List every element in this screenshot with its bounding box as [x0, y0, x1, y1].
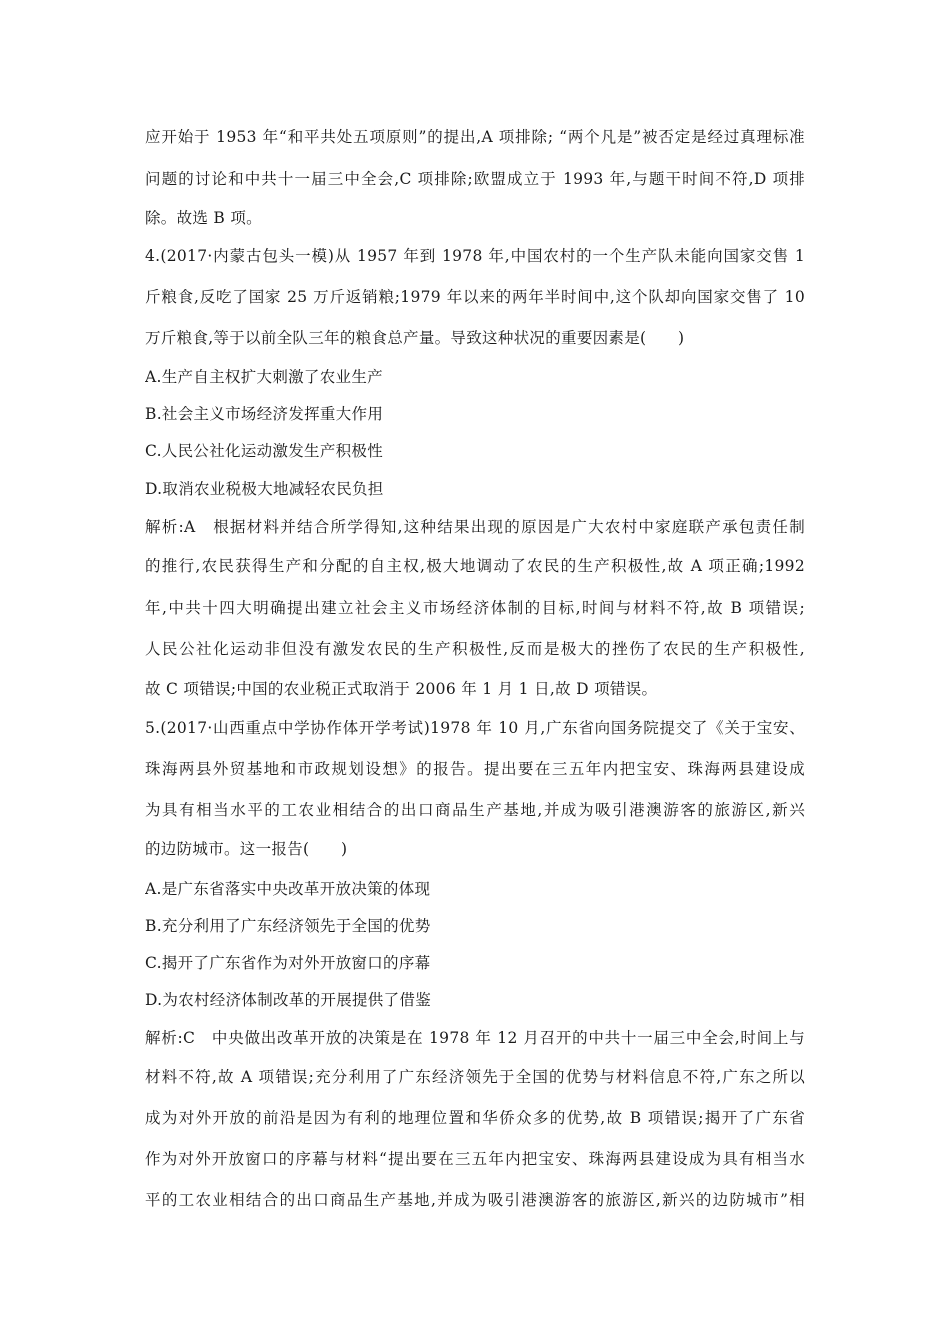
text-line: 问题的讨论和中共十一届三中全会,C 项排除;欧盟成立于 1993 年,与题干时间不符,D 项排	[145, 170, 805, 188]
analysis-4-line: 解析:A 根据材料并结合所学得知,这种结果出现的原因是广大农村中家庭联产承包责任制	[145, 518, 805, 536]
question-4-line: 4.(2017·内蒙古包头一模)从 1957 年到 1978 年,中国农村的一个生产队未能向国家交售 1	[145, 247, 805, 265]
analysis-4-line: 人民公社化运动非但没有激发农民的生产积极性,反而是极大的挫伤了农民的生产积极性,	[145, 640, 805, 658]
question-4-option-d: D.取消农业税极大地减轻农民负担	[145, 480, 384, 498]
question-5-option-b: B.充分利用了广东经济领先于全国的优势	[145, 917, 431, 935]
analysis-5-line: 作为对外开放窗口的序幕与材料“提出要在三五年内把宝安、珠海两县建设成为具有相当水	[145, 1150, 805, 1168]
question-5-line: 的边防城市。这一报告( )	[145, 840, 348, 858]
question-5-option-d: D.为农村经济体制改革的开展提供了借鉴	[145, 991, 432, 1009]
analysis-5-line: 解析:C 中央做出改革开放的决策是在 1978 年 12 月召开的中共十一届三中全会,时间上与	[145, 1029, 805, 1047]
question-4-option-a: A.生产自主权扩大刺激了农业生产	[145, 368, 383, 386]
analysis-4-line: 年,中共十四大明确提出建立社会主义市场经济体制的目标,时间与材料不符,故 B 项错误;	[145, 599, 805, 617]
analysis-4-line: 故 C 项错误;中国的农业税正式取消于 2006 年 1 月 1 日,故 D 项错误。	[145, 680, 658, 698]
question-5-line: 珠海两县外贸基地和市政规划设想》的报告。提出要在三五年内把宝安、珠海两县建设成	[145, 760, 805, 778]
question-4-line: 万斤粮食,等于以前全队三年的粮食总产量。导致这种状况的重要因素是( )	[145, 329, 685, 347]
question-5-line: 5.(2017·山西重点中学协作体开学考试)1978 年 10 月,广东省向国务院提交了《关于宝安、	[145, 719, 805, 737]
text-line: 应开始于 1953 年“和平共处五项原则”的提出,A 项排除; “两个凡是”被否定是经过真理标准	[145, 128, 805, 146]
question-4-line: 斤粮食,反吃了国家 25 万斤返销粮;1979 年以来的两年半时间中,这个队却向国家交售了 10	[145, 288, 805, 306]
analysis-4-line: 的推行,农民获得生产和分配的自主权,极大地调动了农民的生产积极性,故 A 项正确;1992	[145, 557, 805, 575]
analysis-5-line: 平的工农业相结合的出口商品生产基地,并成为吸引港澳游客的旅游区,新兴的边防城市”相	[145, 1191, 805, 1209]
question-5-option-a: A.是广东省落实中央改革开放决策的体现	[145, 880, 431, 898]
question-4-option-b: B.社会主义市场经济发挥重大作用	[145, 405, 384, 423]
text-line: 除。故选 B 项。	[145, 209, 262, 227]
analysis-5-line: 材料不符,故 A 项错误;充分利用了广东经济领先于全国的优势与材料信息不符,广东之所以	[145, 1068, 805, 1086]
question-5-option-c: C.揭开了广东省作为对外开放窗口的序幕	[145, 954, 431, 972]
question-4-option-c: C.人民公社化运动激发生产积极性	[145, 442, 384, 460]
question-5-line: 为具有相当水平的工农业相结合的出口商品生产基地,并成为吸引港澳游客的旅游区,新兴	[145, 801, 805, 819]
analysis-5-line: 成为对外开放的前沿是因为有利的地理位置和华侨众多的优势,故 B 项错误;揭开了广东省	[145, 1109, 805, 1127]
